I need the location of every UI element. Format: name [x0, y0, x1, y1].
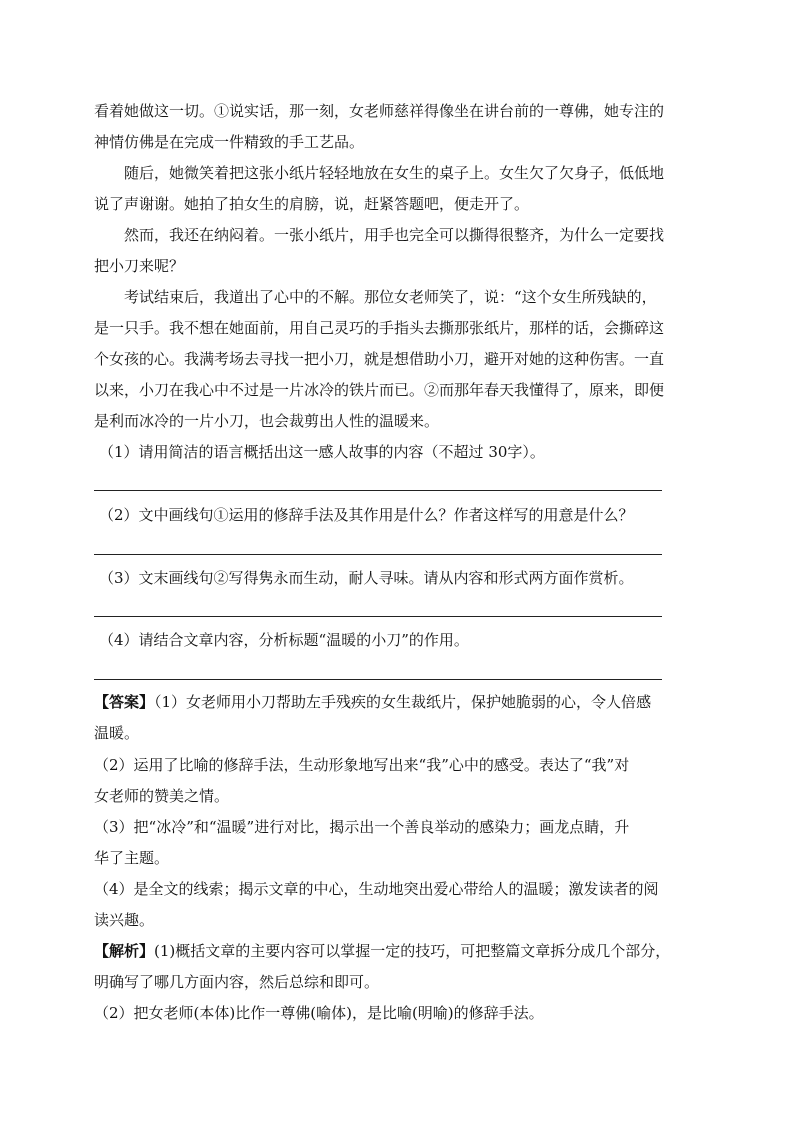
answer-blank-line	[94, 490, 662, 491]
answer-text: （1）女老师用小刀帮助左手残疾的女生裁纸片，保护她脆弱的心，令人倍感	[154, 693, 652, 711]
passage-line: 说了声谢谢。她拍了拍女生的肩膀，说，赶紧答题吧，便走开了。	[94, 195, 530, 213]
answer-label: 【答案】	[94, 693, 155, 711]
answer-line: 温暖。	[94, 724, 140, 742]
passage-line: 神情仿佛是在完成一件精致的手工艺品。	[94, 133, 365, 151]
answer-blank-line	[94, 616, 662, 617]
answer-line: 华了主题。	[94, 849, 170, 867]
analysis-first-line	[94, 941, 670, 961]
passage-line: 随后，她微笑着把这张小纸片轻轻地放在女生的桌子上。女生欠了欠身子，低低地	[124, 164, 665, 182]
answer-line: 读兴趣。	[94, 911, 155, 929]
answer-first-line	[94, 692, 651, 712]
question-1: （1）请用简洁的语言概括出这一感人故事的内容（不超过 30字）。	[99, 443, 545, 461]
passage-line: 个女孩的心。我满考场去寻找一把小刀，就是想借助小刀，避开对她的这种伤害。一直	[94, 350, 665, 368]
answer-line: 女老师的赞美之情。	[94, 787, 230, 805]
answer-line: （3）把“冰冷”和“温暖”进行对比，揭示出一个善良举动的感染力；画龙点睛，升	[94, 818, 630, 836]
analysis-line: 明确写了哪几方面内容，然后总综和即可。	[94, 973, 380, 991]
passage-line: 考试结束后，我道出了心中的不解。那位女老师笑了，说：“这个女生所残缺的，	[124, 288, 657, 306]
passage-line: 看着她做这一切。①说实话，那一刻，女老师慈祥得像坐在讲台前的一尊佛，她专注的	[94, 102, 665, 120]
passage-line: 以来，小刀在我心中不过是一片冰冷的铁片而已。②而那年春天我懂得了，原来，即便	[94, 381, 665, 399]
answer-line: （2）运用了比喻的修辞手法，生动形象地写出来“我”心中的感受。表达了“我”对	[94, 756, 630, 774]
passage-line: 是利而冰冷的一片小刀，也会裁剪出人性的温暖来。	[94, 412, 440, 430]
analysis-line: （2）把女老师(本体)比作一尊佛(喻体)，是比喻(明喻)的修辞手法。	[94, 1004, 544, 1022]
question-3: （3）文末画线句②写得隽永而生动，耐人寻味。请从内容和形式两方面作赏析。	[99, 569, 634, 587]
passage-line: 然而，我还在纳闷着。一张小纸片，用手也完全可以撕得很整齐，为什么一定要找	[124, 226, 665, 244]
passage-line: 是一只手。我不想在她面前，用自己灵巧的手指头去撕那张纸片，那样的话，会撕碎这	[94, 319, 665, 337]
answer-line: （4）是全文的线索；揭示文章的中心，生动地突出爱心带给人的温暖；激发读者的阅	[94, 880, 659, 898]
analysis-text: (1)概括文章的主要内容可以掌握一定的技巧，可把整篇文章拆分成几个部分，	[154, 942, 671, 960]
analysis-label: 【解析】	[94, 942, 155, 960]
answer-blank-line	[94, 554, 662, 555]
passage-line: 把小刀来呢？	[94, 257, 185, 275]
question-4: （4）请结合文章内容，分析标题“温暖的小刀”的作用。	[99, 631, 469, 649]
answer-blank-line	[94, 679, 662, 680]
question-2: （2）文中画线句①运用的修辞手法及其作用是什么？作者这样写的用意是什么？	[99, 506, 634, 524]
